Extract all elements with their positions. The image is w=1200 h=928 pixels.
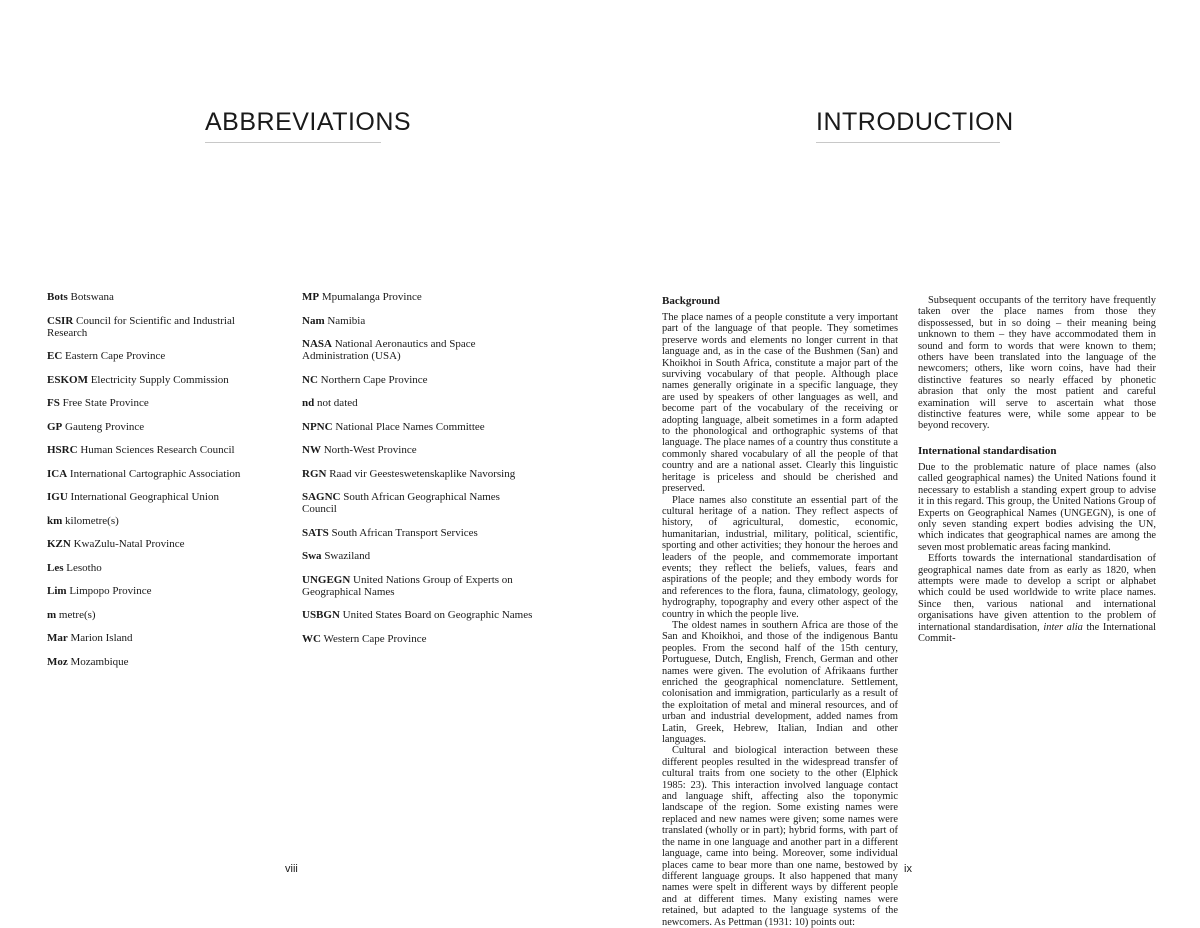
block-quote: Subsequent occupants of the territory have frequently taken over the place names from those they dispossessed, but in so doing – their meaning being unknown to them – they have accommodated them in sound and form to words that were known to them; others have been translated into the language of the newcomers; others, like worn coins, have had their distinctive features so nearly effaced by phonetic abrasion that only the most patient and careful examination will serve to ascertain what those distinctive features were, while some appear to be beyond recovery.: [918, 295, 1156, 432]
abbreviation-definition: Mozambique: [70, 655, 129, 668]
abbreviation-entry: [302, 609, 534, 621]
abbreviation-entry: [47, 374, 267, 386]
abbreviation-definition: Swaziland: [324, 550, 371, 562]
abbreviation-definition: South African Transport Services: [331, 526, 478, 539]
abbreviation-term: IGU: [47, 491, 68, 503]
abbreviation-definition: South African Geographical Names Council: [302, 491, 500, 515]
abbreviations-column-2: [302, 291, 534, 656]
abbreviation-term: USBGN: [302, 609, 340, 621]
abbreviation-term: Moz: [47, 655, 68, 668]
abbreviation-entry: [302, 527, 534, 539]
abbreviation-term: CSIR: [47, 314, 74, 327]
page-number-right: ix: [904, 863, 912, 875]
abbreviation-definition: Human Sciences Research Council: [80, 444, 235, 456]
abbreviation-term: KZN: [47, 538, 71, 550]
abbreviation-term: SAGNC: [302, 491, 341, 503]
abbreviation-definition: International Cartographic Association: [69, 467, 241, 480]
paragraph-text: the International Commit-: [918, 621, 1156, 644]
abbreviation-definition: Limpopo Province: [69, 585, 152, 597]
abbreviation-entry: [47, 656, 267, 668]
abbreviation-term: km: [47, 514, 63, 527]
abbreviation-term: GP: [47, 420, 63, 433]
abbreviation-term: m: [47, 608, 57, 621]
paragraph: The oldest names in southern Africa are those of the San and Khoikhoi, and those of the indigenous Bantu peoples. From the second half of the 15th century, Portuguese, Dutch, English, French, German and other names were given. The evolution of Afrikaans further enriched the geographical nomenclature. Settlement, colonisation and immigration, particularly as a result of the exploitation of metal and mineral resources, and of urban and industrial development, added names from Latin, Greek, Hebrew, Italian, Indian and other languages.: [662, 619, 898, 746]
abbreviation-definition: not dated: [317, 397, 358, 409]
abbreviation-definition: Botswana: [70, 291, 114, 303]
abbreviation-entry: [302, 633, 534, 645]
abbreviation-entry: [302, 397, 534, 409]
abbreviation-definition: Gauteng Province: [65, 420, 145, 433]
introduction-column-2: [918, 295, 1156, 644]
abbreviation-definition: kilometre(s): [65, 514, 119, 527]
abbreviation-entry: [302, 338, 534, 362]
abbreviation-entry: [47, 468, 267, 480]
abbreviations-column-1: [47, 291, 267, 679]
abbreviation-entry: [47, 291, 267, 303]
abbreviation-entry: [47, 609, 267, 621]
abbreviation-entry: [47, 350, 267, 362]
abbreviation-term: SATS: [302, 526, 329, 539]
abbreviation-definition: Western Cape Province: [323, 632, 427, 645]
abbreviation-entry: [302, 574, 534, 598]
abbreviation-definition: National Place Names Committee: [335, 420, 485, 433]
abbreviation-definition: International Geographical Union: [70, 491, 219, 503]
abbreviation-term: NPNC: [302, 420, 333, 433]
abbreviation-definition: United States Board on Geographic Names: [342, 609, 533, 621]
abbreviation-definition: Eastern Cape Province: [65, 350, 166, 362]
abbreviation-term: RGN: [302, 467, 327, 480]
page-number-left: viii: [285, 863, 298, 875]
abbreviation-entry: [47, 562, 267, 574]
abbreviation-entry: [302, 468, 534, 480]
abbreviation-term: WC: [302, 632, 321, 645]
paragraph: Due to the problematic nature of place names (also called geographical names) the United Nations found it necessary to establish a standing expert group to advise it in this regard. This group, the United Nations Group of Experts on Geographical Names (UNGEGN), is one of only seven standing expert bodies advising the UN, which indicates that geographical names are among the seven most problematic areas facing mankind.: [918, 461, 1156, 553]
abbreviation-entry: [302, 315, 534, 327]
paragraph-text: Efforts towards the international standardisation of geographical names date from as early as 1820, when attempts were made to develop a script or alphabet which could be used worldwide to write place names. Since then, various national and international organisations have given attention to the problem of international standardisation,: [918, 553, 1156, 633]
abbreviation-term: Les: [47, 561, 64, 574]
abbreviation-term: nd: [302, 397, 315, 409]
page-title-abbreviations: ABBREVIATIONS: [205, 108, 381, 143]
abbreviation-definition: Raad vir Geesteswetenskaplike Navorsing: [329, 467, 516, 480]
abbreviation-entry: [47, 585, 267, 597]
abbreviation-term: HSRC: [47, 444, 78, 456]
paragraph: The place names of a people constitute a very important part of the language of that people. They sometimes preserve words and elements no longer current in that language and, as in the case of the Bushmen (San) and Khoikhoi in South Africa, constitute a major part of the surviving vocabulary of that people. Although place names generally originate in a specific language, they are used by speakers of other languages as well, and become part of the vocabulary of the receiving or adopting language, albeit sometimes in a form adapted to the phonological and orthographic systems of that language. The place names of a country thus constitute a commonly shared vocabulary of all the people of that country and are a national asset. Clearly this linguistic heritage is priceless and should be cherished and preserved.: [662, 312, 898, 495]
abbreviation-definition: metre(s): [58, 608, 96, 621]
abbreviation-entry: [47, 538, 267, 550]
abbreviation-term: Bots: [47, 291, 68, 303]
abbreviation-entry: [47, 515, 267, 527]
page-title-introduction: INTRODUCTION: [816, 108, 1000, 143]
italic-term: inter alia: [1043, 621, 1083, 633]
abbreviation-term: NW: [302, 444, 321, 456]
abbreviation-entry: [47, 397, 267, 409]
abbreviation-definition: Electricity Supply Commission: [90, 373, 229, 386]
abbreviation-entry: [47, 421, 267, 433]
abbreviation-entry: [302, 421, 534, 433]
abbreviation-entry: [47, 632, 267, 644]
abbreviation-definition: Council for Scientific and Industrial Research: [47, 314, 235, 339]
paragraph: Cultural and biological interaction between these different peoples resulted in the widespread transfer of cultural traits from one society to the other (Elphick 1985: 23). This interaction involved language contact and language shift, affecting also the toponymic landscape of the region. Some existing names were replaced and new names were given; some names were translated (wholly or in part); hybrid forms, with part of the name in one language and another part in a different language, came into being. Moreover, some individual places came to bear more than one name, bestowed by different language groups. It also happened that many names were spelt in different ways by different people and at different times. Many existing names were retained, but adapted to the language systems of the newcomers. As Pettman (1931: 10) points out:: [662, 745, 898, 928]
paragraph: [918, 553, 1156, 644]
abbreviation-entry: [302, 550, 534, 562]
paragraph: Place names also constitute an essential part of the cultural heritage of a nation. They reflect aspects of history, of agricultural, domestic, economic, humanitarian, industrial, military, political, scientific, sporting and other activities; they honour the heroes and leaders of the people, and commemorate important events; they reflect the beliefs, values, fears and aspirations of the people; and they embody words for and references to the flora, fauna, climatology, geology, hydrography, topography and every other aspect of the country in which the people live.: [662, 494, 898, 620]
abbreviation-entry: [47, 315, 267, 339]
abbreviation-term: FS: [47, 397, 60, 409]
section-heading-background: Background: [662, 295, 720, 307]
abbreviation-term: MP: [302, 291, 320, 303]
abbreviation-definition: KwaZulu-Natal Province: [73, 538, 185, 550]
abbreviation-term: NC: [302, 373, 318, 386]
abbreviation-definition: Free State Province: [62, 397, 149, 409]
abbreviation-definition: Mpumalanga Province: [321, 291, 422, 303]
abbreviation-term: EC: [47, 350, 63, 362]
abbreviation-term: Mar: [47, 632, 68, 644]
abbreviation-definition: Namibia: [327, 314, 366, 327]
abbreviation-definition: North-West Province: [323, 444, 417, 456]
abbreviation-entry: [302, 491, 534, 515]
introduction-column-1: [662, 295, 898, 928]
abbreviation-term: Nam: [302, 314, 325, 327]
abbreviation-definition: Marion Island: [70, 632, 133, 644]
abbreviation-definition: National Aeronautics and Space Administration (USA): [302, 338, 476, 362]
abbreviation-entry: [302, 374, 534, 386]
abbreviation-term: Lim: [47, 585, 67, 597]
section-heading-international-standardisation: International standardisation: [918, 444, 1057, 457]
abbreviation-entry: [47, 444, 267, 456]
abbreviation-entry: [47, 491, 267, 503]
abbreviation-term: NASA: [302, 338, 332, 350]
abbreviation-term: UNGEGN: [302, 573, 351, 586]
abbreviation-term: ESKOM: [47, 373, 88, 386]
abbreviation-term: ICA: [47, 467, 68, 480]
abbreviation-term: Swa: [302, 550, 322, 562]
abbreviation-definition: Lesotho: [66, 561, 102, 574]
abbreviation-definition: Northern Cape Province: [320, 373, 428, 386]
abbreviation-entry: [302, 444, 534, 456]
abbreviation-definition: United Nations Group of Experts on Geographical Names: [302, 573, 513, 598]
abbreviation-entry: [302, 291, 534, 303]
